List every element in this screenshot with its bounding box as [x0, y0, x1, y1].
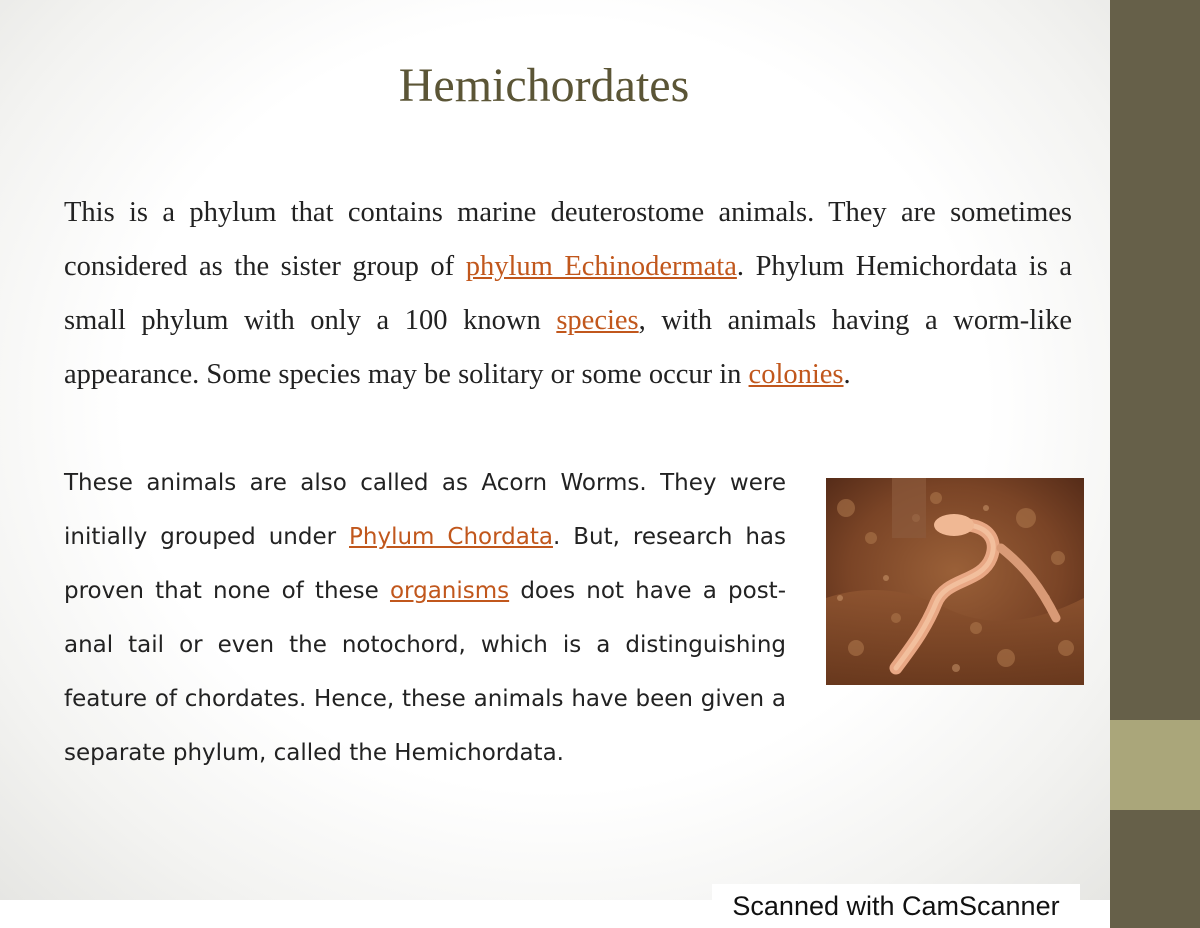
sidebar-accent-band [1110, 720, 1200, 810]
paragraph-intro-text-3: , with animals having a worm-like appearance. Some species may be solitary or some occur in [64, 305, 1072, 390]
link-colonies[interactable]: colonies [748, 359, 844, 390]
paragraph-intro-text-4: . [843, 359, 851, 390]
paragraph-acorn-worms [64, 456, 786, 780]
paragraph-acorn-text-1: These animals are also called as Acorn Worms. They were initially grouped under [64, 470, 786, 550]
paragraph-acorn-text-2: . But, research has proven that none of these [64, 524, 786, 604]
paragraph-intro-text-1: This is a phylum that contains marine deuterostome animals. They are sometimes considered as the sister group of [64, 197, 1072, 282]
slide-title: Hemichordates [398, 59, 690, 112]
paragraph-intro-text-2: . Phylum Hemichordata is a small phylum with only a 100 known [64, 251, 1073, 336]
link-species[interactable]: species [556, 305, 639, 336]
paragraph-intro [64, 186, 1072, 402]
acorn-worm-photo [826, 478, 1084, 685]
link-organisms[interactable]: organisms [389, 578, 510, 604]
link-phylum-echinodermata[interactable]: phylum Echinodermata [465, 251, 737, 282]
paragraph-acorn-text-3: does not have a post-anal tail or even the notochord, which is a distinguishing feature of chordates. Hence, these animals have been given a separate phylum, called the Hemichordata. [64, 578, 786, 766]
link-phylum-chordata[interactable]: Phylum Chordata [349, 524, 553, 550]
camscanner-watermark: Scanned with CamScanner [712, 884, 1080, 928]
slide-sidebar [1110, 0, 1200, 928]
